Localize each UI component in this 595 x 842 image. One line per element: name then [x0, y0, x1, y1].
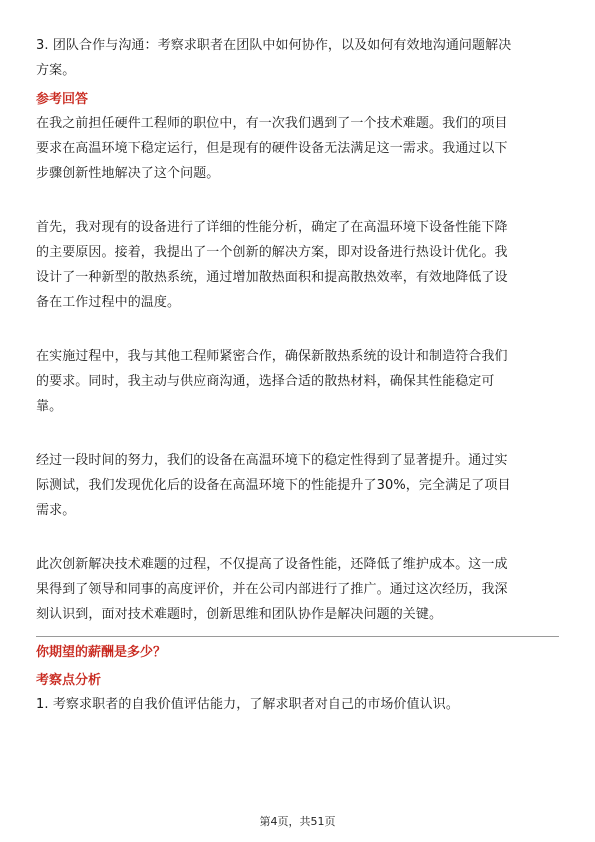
question-text — [36, 33, 559, 83]
paragraph-line: 要求在高温环境下稳定运行，但是现有的硬件设备无法满足这一需求。我通过以下 — [36, 141, 508, 156]
page-number: 第4页，共51页 — [259, 815, 336, 828]
paragraph-gap — [36, 419, 559, 448]
question-line: 3. 团队合作与沟通：考察求职者在团队中如何协作，以及如何有效地沟通问题解决 — [36, 38, 512, 53]
paragraph-line: 的主要原因。接着，我提出了一个创新的解决方案，即对设备进行热设计优化。我 — [36, 245, 508, 260]
answer-paragraph — [36, 344, 559, 419]
paragraph-line: 的要求。同时，我主动与供应商沟通，选择合适的散热材料，确保其性能稳定可 — [36, 374, 495, 389]
answer-paragraph — [36, 215, 559, 315]
paragraph-line: 备在工作过程中的温度。 — [36, 295, 181, 310]
section-divider — [36, 636, 559, 637]
paragraph-line: 在我之前担任硬件工程师的职位中，有一次我们遇到了一个技术难题。我们的项目 — [36, 116, 508, 131]
paragraph-line: 此次创新解决技术难题的过程，不仅提高了设备性能，还降低了维护成本。这一成 — [36, 557, 508, 572]
analysis-line: 1. 考察求职者的自我价值评估能力，了解求职者对自己的市场价值认识。 — [36, 697, 459, 712]
paragraph-line: 际测试，我们发现优化后的设备在高温环境下的性能提升了30%，完全满足了项目 — [36, 478, 511, 493]
paragraph-line: 设计了一种新型的散热系统，通过增加散热面积和提高散热效率，有效地降低了设 — [36, 270, 508, 285]
question-heading: 你期望的薪酬是多少？ — [36, 645, 167, 660]
answer-paragraph — [36, 448, 559, 523]
paragraph-line: 在实施过程中，我与其他工程师紧密合作，确保新散热系统的设计和制造符合我们 — [36, 349, 508, 364]
paragraph-line: 刻认识到，面对技术难题时，创新思维和团队协作是解决问题的关键。 — [36, 607, 443, 622]
question-line: 方案。 — [36, 63, 76, 78]
paragraph-gap — [36, 523, 559, 552]
answer-paragraph — [36, 111, 559, 186]
paragraph-line: 靠。 — [36, 399, 63, 414]
answer-heading: 参考回答 — [36, 92, 89, 107]
paragraph-gap — [36, 186, 559, 215]
analysis-heading: 考察点分析 — [36, 673, 102, 688]
answer-paragraph — [36, 552, 559, 627]
paragraph-gap — [36, 315, 559, 344]
paragraph-line: 果得到了领导和同事的高度评价，并在公司内部进行了推广。通过这次经历，我深 — [36, 582, 508, 597]
paragraph-line: 步骤创新性地解决了这个问题。 — [36, 166, 220, 181]
analysis-text — [36, 692, 559, 717]
paragraph-line: 首先，我对现有的设备进行了详细的性能分析，确定了在高温环境下设备性能下降 — [36, 220, 508, 235]
paragraph-line: 需求。 — [36, 503, 76, 518]
paragraph-line: 经过一段时间的努力，我们的设备在高温环境下的稳定性得到了显著提升。通过实 — [36, 453, 508, 468]
page-content — [36, 33, 559, 717]
